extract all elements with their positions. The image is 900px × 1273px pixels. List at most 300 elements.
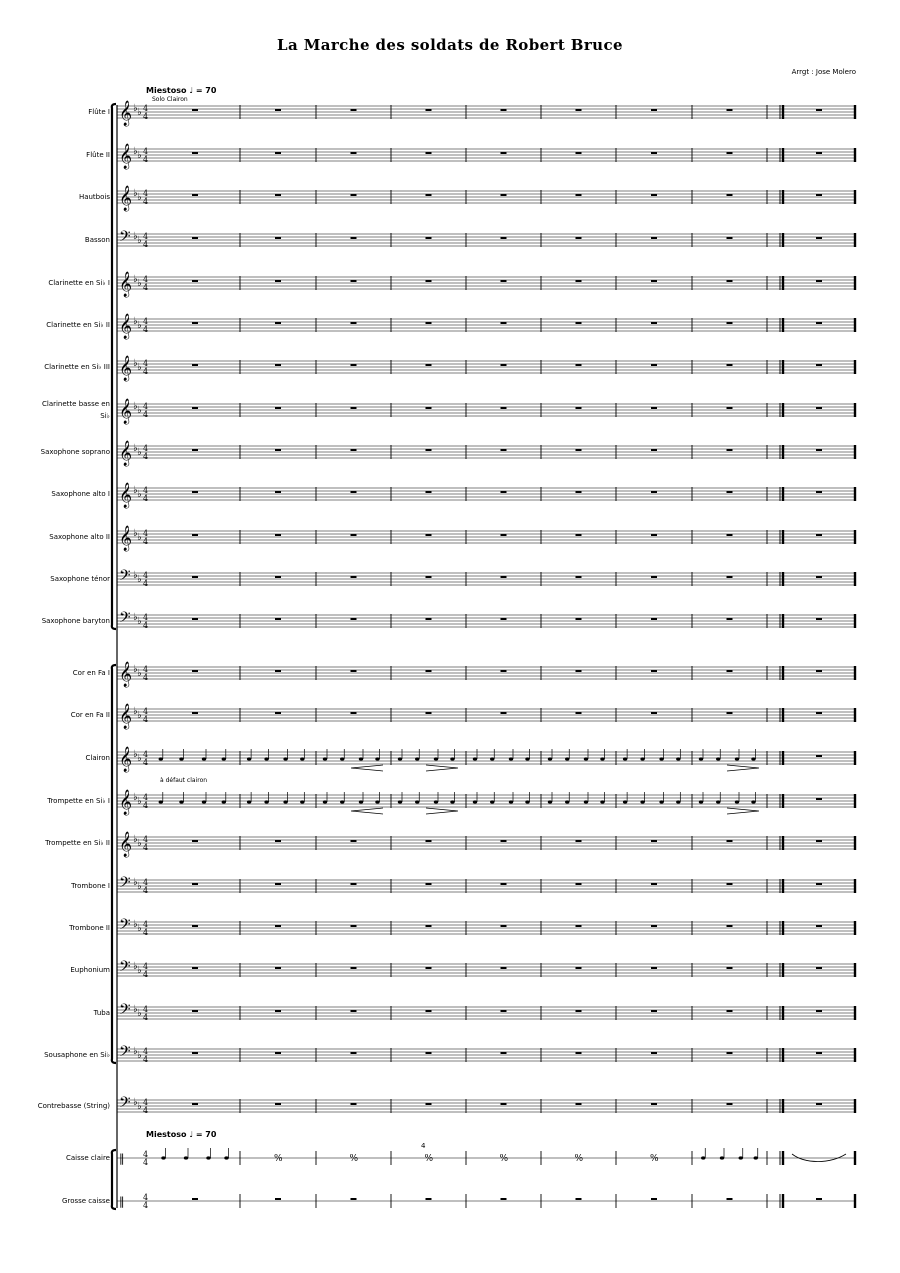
decrescendo-hairpin bbox=[727, 765, 759, 771]
whole-rest bbox=[576, 237, 582, 239]
whole-rest bbox=[351, 670, 357, 672]
whole-rest bbox=[351, 925, 357, 927]
time-signature-bottom: 4 bbox=[143, 715, 149, 724]
key-signature-flat: ♭ bbox=[137, 1050, 142, 1061]
time-signature-top: 4 bbox=[143, 444, 149, 453]
whole-rest bbox=[501, 534, 507, 536]
instrument-label: Trombone II bbox=[69, 924, 110, 932]
staff bbox=[117, 958, 856, 979]
whole-rest bbox=[816, 194, 822, 196]
whole-rest bbox=[727, 576, 733, 578]
bass-clef-icon: 𝄢 bbox=[119, 609, 131, 630]
time-signature-top: 4 bbox=[143, 878, 149, 887]
whole-rest bbox=[576, 967, 582, 969]
note-head bbox=[754, 1156, 758, 1159]
time-signature-top: 4 bbox=[143, 529, 149, 538]
whole-rest bbox=[426, 109, 432, 111]
note-head bbox=[159, 800, 163, 803]
whole-rest bbox=[192, 883, 198, 885]
repeat-measure-sign: % bbox=[650, 1154, 659, 1164]
treble-clef-icon: 𝄞 bbox=[119, 483, 133, 508]
whole-rest bbox=[426, 407, 432, 409]
whole-rest bbox=[501, 237, 507, 239]
whole-rest bbox=[426, 618, 432, 620]
whole-rest bbox=[192, 1052, 198, 1054]
whole-rest bbox=[501, 1103, 507, 1105]
whole-rest bbox=[501, 491, 507, 493]
time-signature-bottom: 4 bbox=[143, 112, 149, 121]
whole-rest bbox=[501, 1010, 507, 1012]
whole-rest bbox=[275, 840, 281, 842]
time-signature-bottom: 4 bbox=[143, 240, 149, 249]
note-head bbox=[450, 800, 454, 803]
whole-rest bbox=[275, 883, 281, 885]
time-signature-bottom: 4 bbox=[143, 410, 149, 419]
whole-rest bbox=[816, 280, 822, 282]
whole-rest bbox=[351, 491, 357, 493]
bass-clef-icon: 𝄢 bbox=[119, 567, 131, 588]
whole-rest bbox=[727, 109, 733, 111]
whole-rest bbox=[576, 364, 582, 366]
instrument-label: Flûte II bbox=[86, 151, 110, 159]
note-head bbox=[548, 800, 552, 803]
whole-rest bbox=[351, 1198, 357, 1200]
whole-rest bbox=[816, 1010, 822, 1012]
whole-rest bbox=[426, 925, 432, 927]
note-head bbox=[490, 800, 494, 803]
whole-rest bbox=[192, 618, 198, 620]
whole-rest bbox=[816, 670, 822, 672]
note-head bbox=[202, 800, 206, 803]
whole-rest bbox=[651, 1103, 657, 1105]
key-signature-flat: ♭ bbox=[137, 532, 142, 543]
whole-rest bbox=[816, 1103, 822, 1105]
whole-rest bbox=[816, 152, 822, 154]
key-signature-flat: ♭ bbox=[133, 316, 138, 327]
whole-rest bbox=[727, 1052, 733, 1054]
note-head bbox=[222, 757, 226, 760]
key-signature-flat: ♭ bbox=[133, 1046, 138, 1057]
whole-rest bbox=[727, 194, 733, 196]
staff bbox=[117, 567, 856, 588]
time-signature-top: 4 bbox=[143, 920, 149, 929]
staff bbox=[117, 1001, 856, 1022]
time-signature-top: 4 bbox=[143, 402, 149, 411]
key-signature-flat: ♭ bbox=[133, 877, 138, 888]
repeat-measure-sign: % bbox=[349, 1154, 359, 1164]
whole-rest bbox=[192, 1103, 198, 1105]
time-signature-bottom: 4 bbox=[143, 537, 149, 546]
whole-rest bbox=[426, 670, 432, 672]
whole-rest bbox=[651, 152, 657, 154]
whole-rest bbox=[576, 322, 582, 324]
key-signature-flat: ♭ bbox=[137, 753, 142, 764]
note-head bbox=[375, 800, 379, 803]
whole-rest bbox=[275, 322, 281, 324]
whole-rest bbox=[351, 1103, 357, 1105]
staff bbox=[117, 100, 856, 126]
whole-rest bbox=[501, 449, 507, 451]
note-head bbox=[222, 800, 226, 803]
whole-rest bbox=[351, 576, 357, 578]
score-title: La Marche des soldats de Robert Bruce bbox=[277, 36, 623, 54]
whole-rest bbox=[351, 449, 357, 451]
whole-rest bbox=[426, 1103, 432, 1105]
bass-clef-icon: 𝄢 bbox=[119, 228, 131, 249]
whole-rest bbox=[727, 925, 733, 927]
whole-rest bbox=[576, 1198, 582, 1200]
whole-rest bbox=[275, 534, 281, 536]
instrument-label: Tuba bbox=[93, 1009, 110, 1017]
whole-rest bbox=[576, 576, 582, 578]
time-signature-bottom: 4 bbox=[143, 325, 149, 334]
whole-rest bbox=[576, 712, 582, 714]
whole-rest bbox=[192, 280, 198, 282]
whole-rest bbox=[426, 322, 432, 324]
whole-rest bbox=[816, 883, 822, 885]
whole-rest bbox=[651, 670, 657, 672]
note-head bbox=[699, 757, 703, 760]
note-head bbox=[398, 800, 402, 803]
treble-clef-icon: 𝄞 bbox=[119, 662, 133, 687]
staff bbox=[117, 1043, 856, 1064]
note-head bbox=[224, 1156, 228, 1159]
bass-clef-icon: 𝄢 bbox=[119, 1043, 131, 1064]
whole-rest bbox=[727, 1010, 733, 1012]
whole-rest bbox=[816, 967, 822, 969]
instrument-label: Euphonium bbox=[70, 966, 110, 974]
decrescendo-hairpin bbox=[426, 765, 458, 771]
whole-rest bbox=[727, 449, 733, 451]
whole-rest bbox=[816, 534, 822, 536]
note-head bbox=[264, 800, 268, 803]
whole-rest bbox=[351, 1010, 357, 1012]
whole-rest bbox=[651, 1198, 657, 1200]
whole-rest bbox=[192, 194, 198, 196]
key-signature-flat: ♭ bbox=[133, 961, 138, 972]
whole-rest bbox=[275, 712, 281, 714]
whole-rest bbox=[651, 925, 657, 927]
staff bbox=[117, 482, 856, 508]
whole-rest bbox=[727, 670, 733, 672]
whole-rest bbox=[727, 152, 733, 154]
key-signature-flat: ♭ bbox=[133, 792, 138, 803]
whole-rest bbox=[576, 618, 582, 620]
key-signature-flat: ♭ bbox=[133, 528, 138, 539]
note-head bbox=[659, 800, 663, 803]
key-signature-flat: ♭ bbox=[133, 274, 138, 285]
note-head bbox=[300, 800, 304, 803]
note-head bbox=[202, 757, 206, 760]
key-signature-flat: ♭ bbox=[137, 362, 142, 373]
whole-rest bbox=[501, 712, 507, 714]
key-signature-flat: ♭ bbox=[137, 150, 142, 161]
whole-rest bbox=[192, 967, 198, 969]
key-signature-flat: ♭ bbox=[137, 278, 142, 289]
key-signature-flat: ♭ bbox=[137, 405, 142, 416]
whole-rest bbox=[816, 798, 822, 800]
key-signature-flat: ♭ bbox=[137, 1101, 142, 1112]
staff bbox=[117, 746, 856, 772]
time-signature-top: 4 bbox=[143, 317, 149, 326]
whole-rest bbox=[192, 712, 198, 714]
note-head bbox=[751, 757, 755, 760]
whole-rest bbox=[351, 194, 357, 196]
note-head bbox=[415, 800, 419, 803]
whole-rest bbox=[727, 364, 733, 366]
note-head bbox=[300, 757, 304, 760]
rehearsal-mark: 4 bbox=[421, 1142, 426, 1150]
treble-clef-icon: 𝄞 bbox=[119, 356, 133, 381]
time-signature-top: 4 bbox=[143, 189, 149, 198]
key-signature-flat: ♭ bbox=[137, 881, 142, 892]
whole-rest bbox=[576, 407, 582, 409]
time-signature-bottom: 4 bbox=[143, 970, 149, 979]
whole-rest bbox=[275, 491, 281, 493]
staff bbox=[117, 440, 856, 466]
whole-rest bbox=[727, 280, 733, 282]
whole-rest bbox=[192, 109, 198, 111]
whole-rest bbox=[501, 364, 507, 366]
note-head bbox=[415, 757, 419, 760]
whole-rest bbox=[576, 491, 582, 493]
whole-rest bbox=[501, 840, 507, 842]
staff bbox=[117, 831, 856, 857]
whole-rest bbox=[426, 1010, 432, 1012]
note-head bbox=[739, 1156, 743, 1159]
note-head bbox=[548, 757, 552, 760]
repeat-measure-sign: % bbox=[274, 1154, 283, 1164]
whole-rest bbox=[501, 670, 507, 672]
time-signature-bottom: 4 bbox=[143, 452, 149, 461]
whole-rest bbox=[576, 449, 582, 451]
staff bbox=[117, 703, 856, 729]
treble-clef-icon: 𝄞 bbox=[119, 526, 133, 551]
whole-rest bbox=[576, 1010, 582, 1012]
whole-rest bbox=[501, 152, 507, 154]
time-signature-top: 4 bbox=[143, 707, 149, 716]
key-signature-flat: ♭ bbox=[137, 574, 142, 585]
time-signature-bottom: 4 bbox=[143, 1106, 149, 1115]
instrument-label: Trompette en Si♭ II bbox=[45, 839, 110, 847]
whole-rest bbox=[426, 364, 432, 366]
whole-rest bbox=[501, 407, 507, 409]
key-signature-flat: ♭ bbox=[133, 570, 138, 581]
whole-rest bbox=[727, 1198, 733, 1200]
instrument-label: Saxophone alto I bbox=[51, 490, 110, 498]
group-bracket bbox=[112, 665, 116, 1063]
note-head bbox=[623, 757, 627, 760]
whole-rest bbox=[351, 152, 357, 154]
whole-rest bbox=[192, 152, 198, 154]
staff bbox=[117, 313, 856, 339]
note-head bbox=[283, 757, 287, 760]
whole-rest bbox=[192, 407, 198, 409]
whole-rest bbox=[351, 364, 357, 366]
whole-rest bbox=[727, 712, 733, 714]
whole-rest bbox=[727, 491, 733, 493]
arranger-credit: Arrgt : Jose Molero bbox=[791, 68, 856, 76]
key-signature-flat: ♭ bbox=[137, 320, 142, 331]
whole-rest bbox=[275, 109, 281, 111]
key-signature-flat: ♭ bbox=[133, 443, 138, 454]
key-signature-flat: ♭ bbox=[133, 834, 138, 845]
whole-rest bbox=[501, 1052, 507, 1054]
time-signature-top: 4 bbox=[143, 1098, 149, 1107]
note-head bbox=[716, 757, 720, 760]
staff bbox=[117, 185, 856, 211]
key-signature-flat: ♭ bbox=[133, 706, 138, 717]
whole-rest bbox=[651, 237, 657, 239]
whole-rest bbox=[275, 925, 281, 927]
staff bbox=[117, 874, 856, 895]
note-head bbox=[490, 757, 494, 760]
treble-clef-icon: 𝄞 bbox=[119, 399, 133, 424]
whole-rest bbox=[576, 883, 582, 885]
note-head bbox=[398, 757, 402, 760]
time-signature-bottom: 4 bbox=[143, 494, 149, 503]
treble-clef-icon: 𝄞 bbox=[119, 144, 133, 169]
whole-rest bbox=[192, 925, 198, 927]
note-head bbox=[676, 800, 680, 803]
treble-clef-icon: 𝄞 bbox=[119, 186, 133, 211]
whole-rest bbox=[816, 364, 822, 366]
instrument-label: Clarinette basse en Si♭ bbox=[41, 400, 110, 420]
note-head bbox=[247, 757, 251, 760]
whole-rest bbox=[192, 576, 198, 578]
whole-rest bbox=[501, 925, 507, 927]
note-head bbox=[565, 757, 569, 760]
whole-rest bbox=[651, 109, 657, 111]
whole-rest bbox=[426, 237, 432, 239]
time-signature-bottom: 4 bbox=[143, 843, 149, 852]
whole-rest bbox=[576, 925, 582, 927]
whole-rest bbox=[816, 925, 822, 927]
instrument-label: Cor en Fa II bbox=[70, 711, 110, 719]
whole-rest bbox=[351, 534, 357, 536]
key-signature-flat: ♭ bbox=[137, 447, 142, 458]
instrument-label: Flûte I bbox=[88, 108, 110, 116]
whole-rest bbox=[501, 576, 507, 578]
whole-rest bbox=[501, 322, 507, 324]
note-head bbox=[716, 800, 720, 803]
whole-rest bbox=[576, 152, 582, 154]
staff bbox=[117, 398, 856, 424]
whole-rest bbox=[501, 194, 507, 196]
note-head bbox=[699, 800, 703, 803]
treble-clef-icon: 𝄞 bbox=[119, 747, 133, 772]
whole-rest bbox=[275, 1103, 281, 1105]
key-signature-flat: ♭ bbox=[133, 1004, 138, 1015]
time-signature-top: 4 bbox=[143, 1005, 149, 1014]
key-signature-flat: ♭ bbox=[133, 103, 138, 114]
tempo-marking-percussion: Miestoso ♩ = 70 bbox=[146, 1130, 217, 1139]
key-signature-flat: ♭ bbox=[137, 965, 142, 976]
whole-rest bbox=[351, 407, 357, 409]
whole-rest bbox=[192, 1198, 198, 1200]
whole-rest bbox=[727, 534, 733, 536]
whole-rest bbox=[275, 449, 281, 451]
whole-rest bbox=[426, 1198, 432, 1200]
whole-rest bbox=[426, 449, 432, 451]
key-signature-flat: ♭ bbox=[133, 231, 138, 242]
whole-rest bbox=[727, 618, 733, 620]
whole-rest bbox=[192, 670, 198, 672]
whole-rest bbox=[192, 1010, 198, 1012]
time-signature-top: 4 bbox=[143, 147, 149, 156]
note-head bbox=[735, 757, 739, 760]
instrument-label: Saxophone ténor bbox=[50, 575, 110, 583]
note-head bbox=[509, 757, 513, 760]
whole-rest bbox=[816, 491, 822, 493]
note-head bbox=[161, 1156, 165, 1159]
repeat-measure-sign: % bbox=[499, 1154, 509, 1164]
instrument-label: Trombone I bbox=[71, 882, 110, 890]
time-signature-bottom: 4 bbox=[143, 801, 149, 810]
note-head bbox=[525, 800, 529, 803]
whole-rest bbox=[816, 109, 822, 111]
time-signature-top: 4 bbox=[143, 665, 149, 674]
tempo-marking: Miestoso ♩ = 70 bbox=[146, 86, 217, 95]
instrument-label: Clairon bbox=[85, 754, 110, 762]
staff bbox=[117, 1148, 856, 1167]
time-signature-bottom: 4 bbox=[143, 579, 149, 588]
note-head bbox=[184, 1156, 188, 1159]
note-head bbox=[340, 757, 344, 760]
instrument-label: Saxophone alto II bbox=[49, 533, 110, 541]
whole-rest bbox=[501, 280, 507, 282]
time-signature-bottom: 4 bbox=[143, 1158, 149, 1167]
time-signature-top: 4 bbox=[143, 1047, 149, 1056]
whole-rest bbox=[192, 364, 198, 366]
time-signature-bottom: 4 bbox=[143, 886, 149, 895]
time-signature-bottom: 4 bbox=[143, 621, 149, 630]
note-head bbox=[720, 1156, 724, 1159]
whole-rest bbox=[426, 712, 432, 714]
whole-rest bbox=[275, 237, 281, 239]
instrument-label: Saxophone soprano bbox=[40, 448, 110, 456]
repeat-measure-sign: % bbox=[574, 1154, 584, 1164]
note-head bbox=[283, 800, 287, 803]
whole-rest bbox=[816, 755, 822, 757]
note-head bbox=[473, 757, 477, 760]
staff bbox=[117, 525, 856, 551]
whole-rest bbox=[275, 364, 281, 366]
whole-rest bbox=[275, 1010, 281, 1012]
whole-rest bbox=[275, 152, 281, 154]
whole-rest bbox=[351, 280, 357, 282]
time-signature-top: 4 bbox=[143, 1150, 149, 1159]
note-head bbox=[584, 800, 588, 803]
whole-rest bbox=[351, 322, 357, 324]
time-signature-top: 4 bbox=[143, 613, 149, 622]
note-head bbox=[179, 800, 183, 803]
treble-clef-icon: 𝄞 bbox=[119, 441, 133, 466]
whole-rest bbox=[816, 840, 822, 842]
note-head bbox=[206, 1156, 210, 1159]
note-head bbox=[159, 757, 163, 760]
whole-rest bbox=[651, 491, 657, 493]
note-head bbox=[434, 757, 438, 760]
whole-rest bbox=[727, 1103, 733, 1105]
whole-rest bbox=[651, 576, 657, 578]
note-head bbox=[640, 800, 644, 803]
whole-rest bbox=[426, 534, 432, 536]
whole-rest bbox=[192, 534, 198, 536]
whole-rest bbox=[816, 322, 822, 324]
note-head bbox=[525, 757, 529, 760]
whole-rest bbox=[651, 194, 657, 196]
